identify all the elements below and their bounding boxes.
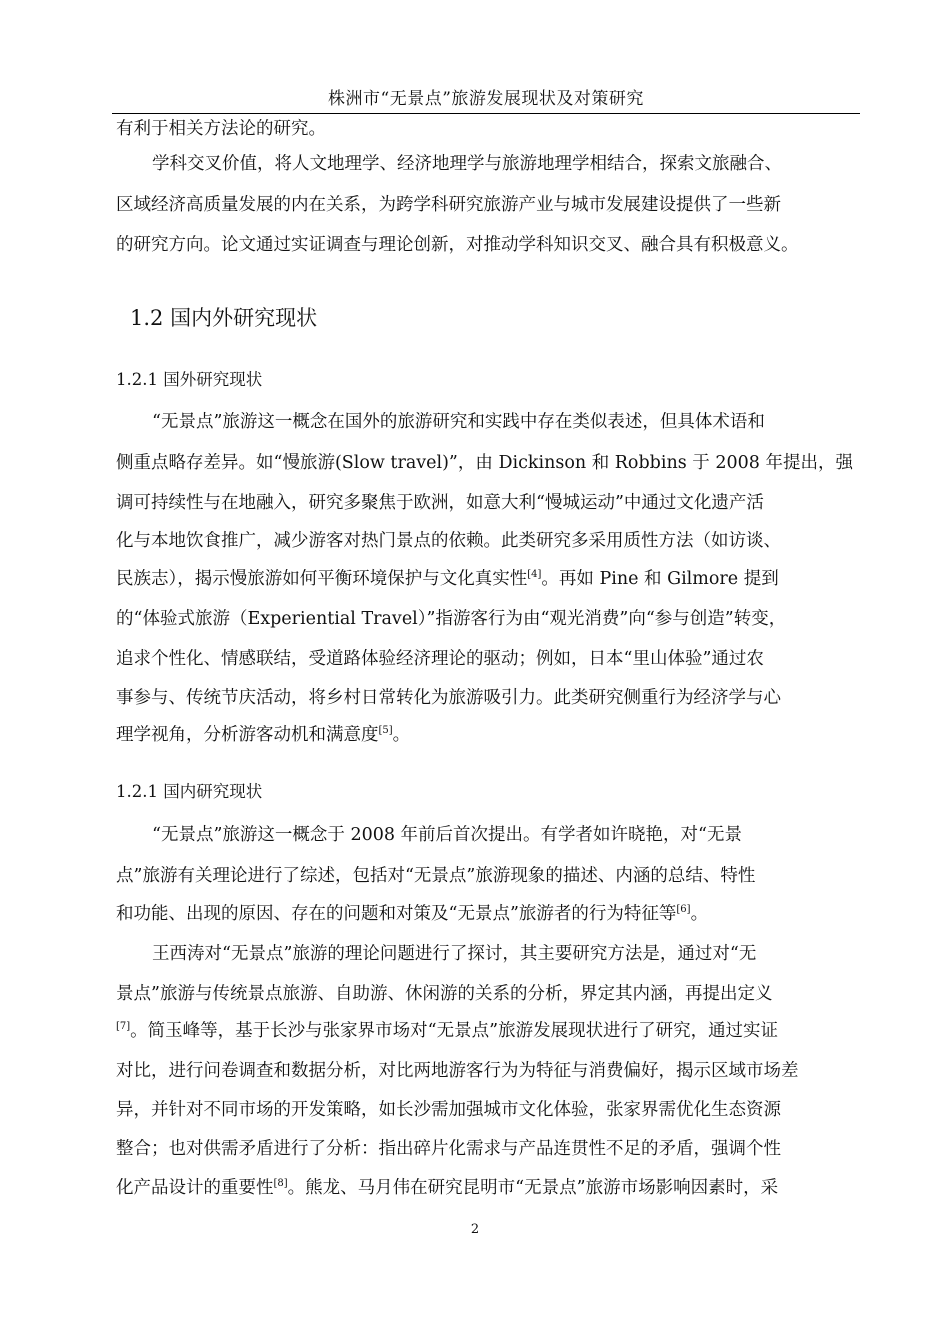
text-line: 追求个性化、情感联结，受道路体验经济理论的驱动；例如，日本“里山体验”通过农 <box>116 649 764 669</box>
citation-ref: [5] <box>378 725 393 736</box>
text-line: 化与本地饮食推广，减少游客对热门景点的依赖。此类研究多采用质性方法（如访谈、 <box>116 531 781 551</box>
text-line: 异，并针对不同市场的开发策略，如长沙需加强城市文化体验，张家界需优化生态资源 <box>116 1100 781 1120</box>
text-line: “无景点”旅游这一概念于 2008 年前后首次提出。有学者如许晓艳，对“无景 <box>152 825 742 845</box>
text-span: 。 <box>690 904 709 924</box>
text-line <box>116 723 410 747</box>
text-line: 的研究方向。论文通过实证调查与理论创新，对推动学科知识交叉、融合具有积极意义。 <box>116 235 799 255</box>
text-line: 点”旅游有关理论进行了综述，包括对“无景点”旅游现象的描述、内涵的总结、特性 <box>116 866 756 886</box>
header-rule <box>112 113 860 114</box>
section-heading-1-2: 1.2 国内外研究现状 <box>130 306 318 330</box>
text-span: 民族志），揭示慢旅游如何平衡环境保护与文化真实性 <box>116 569 528 589</box>
text-span: 化产品设计的重要性 <box>116 1178 274 1198</box>
text-line: 区域经济高质量发展的内在关系，为跨学科研究旅游产业与城市发展建设提供了一些新 <box>116 195 781 215</box>
text-span: 。熊龙、马月伟在研究昆明市“无景点”旅游市场影响因素时，采 <box>287 1178 779 1198</box>
subsection-heading-domestic: 1.2.1 国内研究现状 <box>116 782 263 801</box>
citation-ref: [8] <box>273 1178 288 1189</box>
header-title: 株洲市“无景点”旅游发展现状及对策研究 <box>328 89 644 109</box>
text-line <box>116 902 708 926</box>
text-span: 理学视角，分析游客动机和满意度 <box>116 725 379 745</box>
page-number: 2 <box>470 1222 480 1237</box>
text-line: 景点”旅游与传统景点旅游、自助游、休闲游的关系的分析，界定其内涵，再提出定义 <box>116 984 773 1004</box>
text-span: 。再如 Pine 和 Gilmore 提到 <box>541 569 779 589</box>
subsection-heading-foreign: 1.2.1 国外研究现状 <box>116 370 263 389</box>
text-line <box>116 1176 778 1200</box>
citation-ref: [6] <box>676 904 691 915</box>
text-line <box>116 1019 778 1043</box>
text-line: 调可持续性与在地融入，研究多聚焦于欧洲，如意大利“慢城运动”中通过文化遗产活 <box>116 493 764 513</box>
text-line: “无景点”旅游这一概念在国外的旅游研究和实践中存在类似表述，但具体术语和 <box>152 412 765 432</box>
citation-ref: [4] <box>527 569 542 580</box>
text-line <box>116 567 779 591</box>
text-span: 。 <box>392 725 411 745</box>
text-line: 侧重点略存差异。如“慢旅游(Slow travel)”，由 Dickinson 和 Robbins 于 2008 年提出，强 <box>116 453 853 473</box>
text-line: 学科交叉价值，将人文地理学、经济地理学与旅游地理学相结合，探索文旅融合、 <box>152 154 782 174</box>
citation-ref: [7] <box>116 1021 131 1032</box>
text-line: 有利于相关方法论的研究。 <box>116 119 326 139</box>
text-span: 和功能、出现的原因、存在的问题和对策及“无景点”旅游者的行为特征等 <box>116 904 677 924</box>
text-line: 事参与、传统节庆活动，将乡村日常转化为旅游吸引力。此类研究侧重行为经济学与心 <box>116 688 781 708</box>
text-line: 对比，进行问卷调查和数据分析，对比两地游客行为为特征与消费偏好，揭示区域市场差 <box>116 1061 799 1081</box>
text-line: 王西涛对“无景点”旅游的理论问题进行了探讨，其主要研究方法是，通过对“无 <box>152 944 757 964</box>
text-span: 。简玉峰等，基于长沙与张家界市场对“无景点”旅游发展现状进行了研究，通过实证 <box>130 1021 779 1041</box>
text-line: 整合；也对供需矛盾进行了分析：指出碎片化需求与产品连贯性不足的矛盾，强调个性 <box>116 1139 781 1159</box>
text-line: 的“体验式旅游（Experiential Travel）”指游客行为由“观光消费”向“参与创造”转变， <box>116 609 787 629</box>
